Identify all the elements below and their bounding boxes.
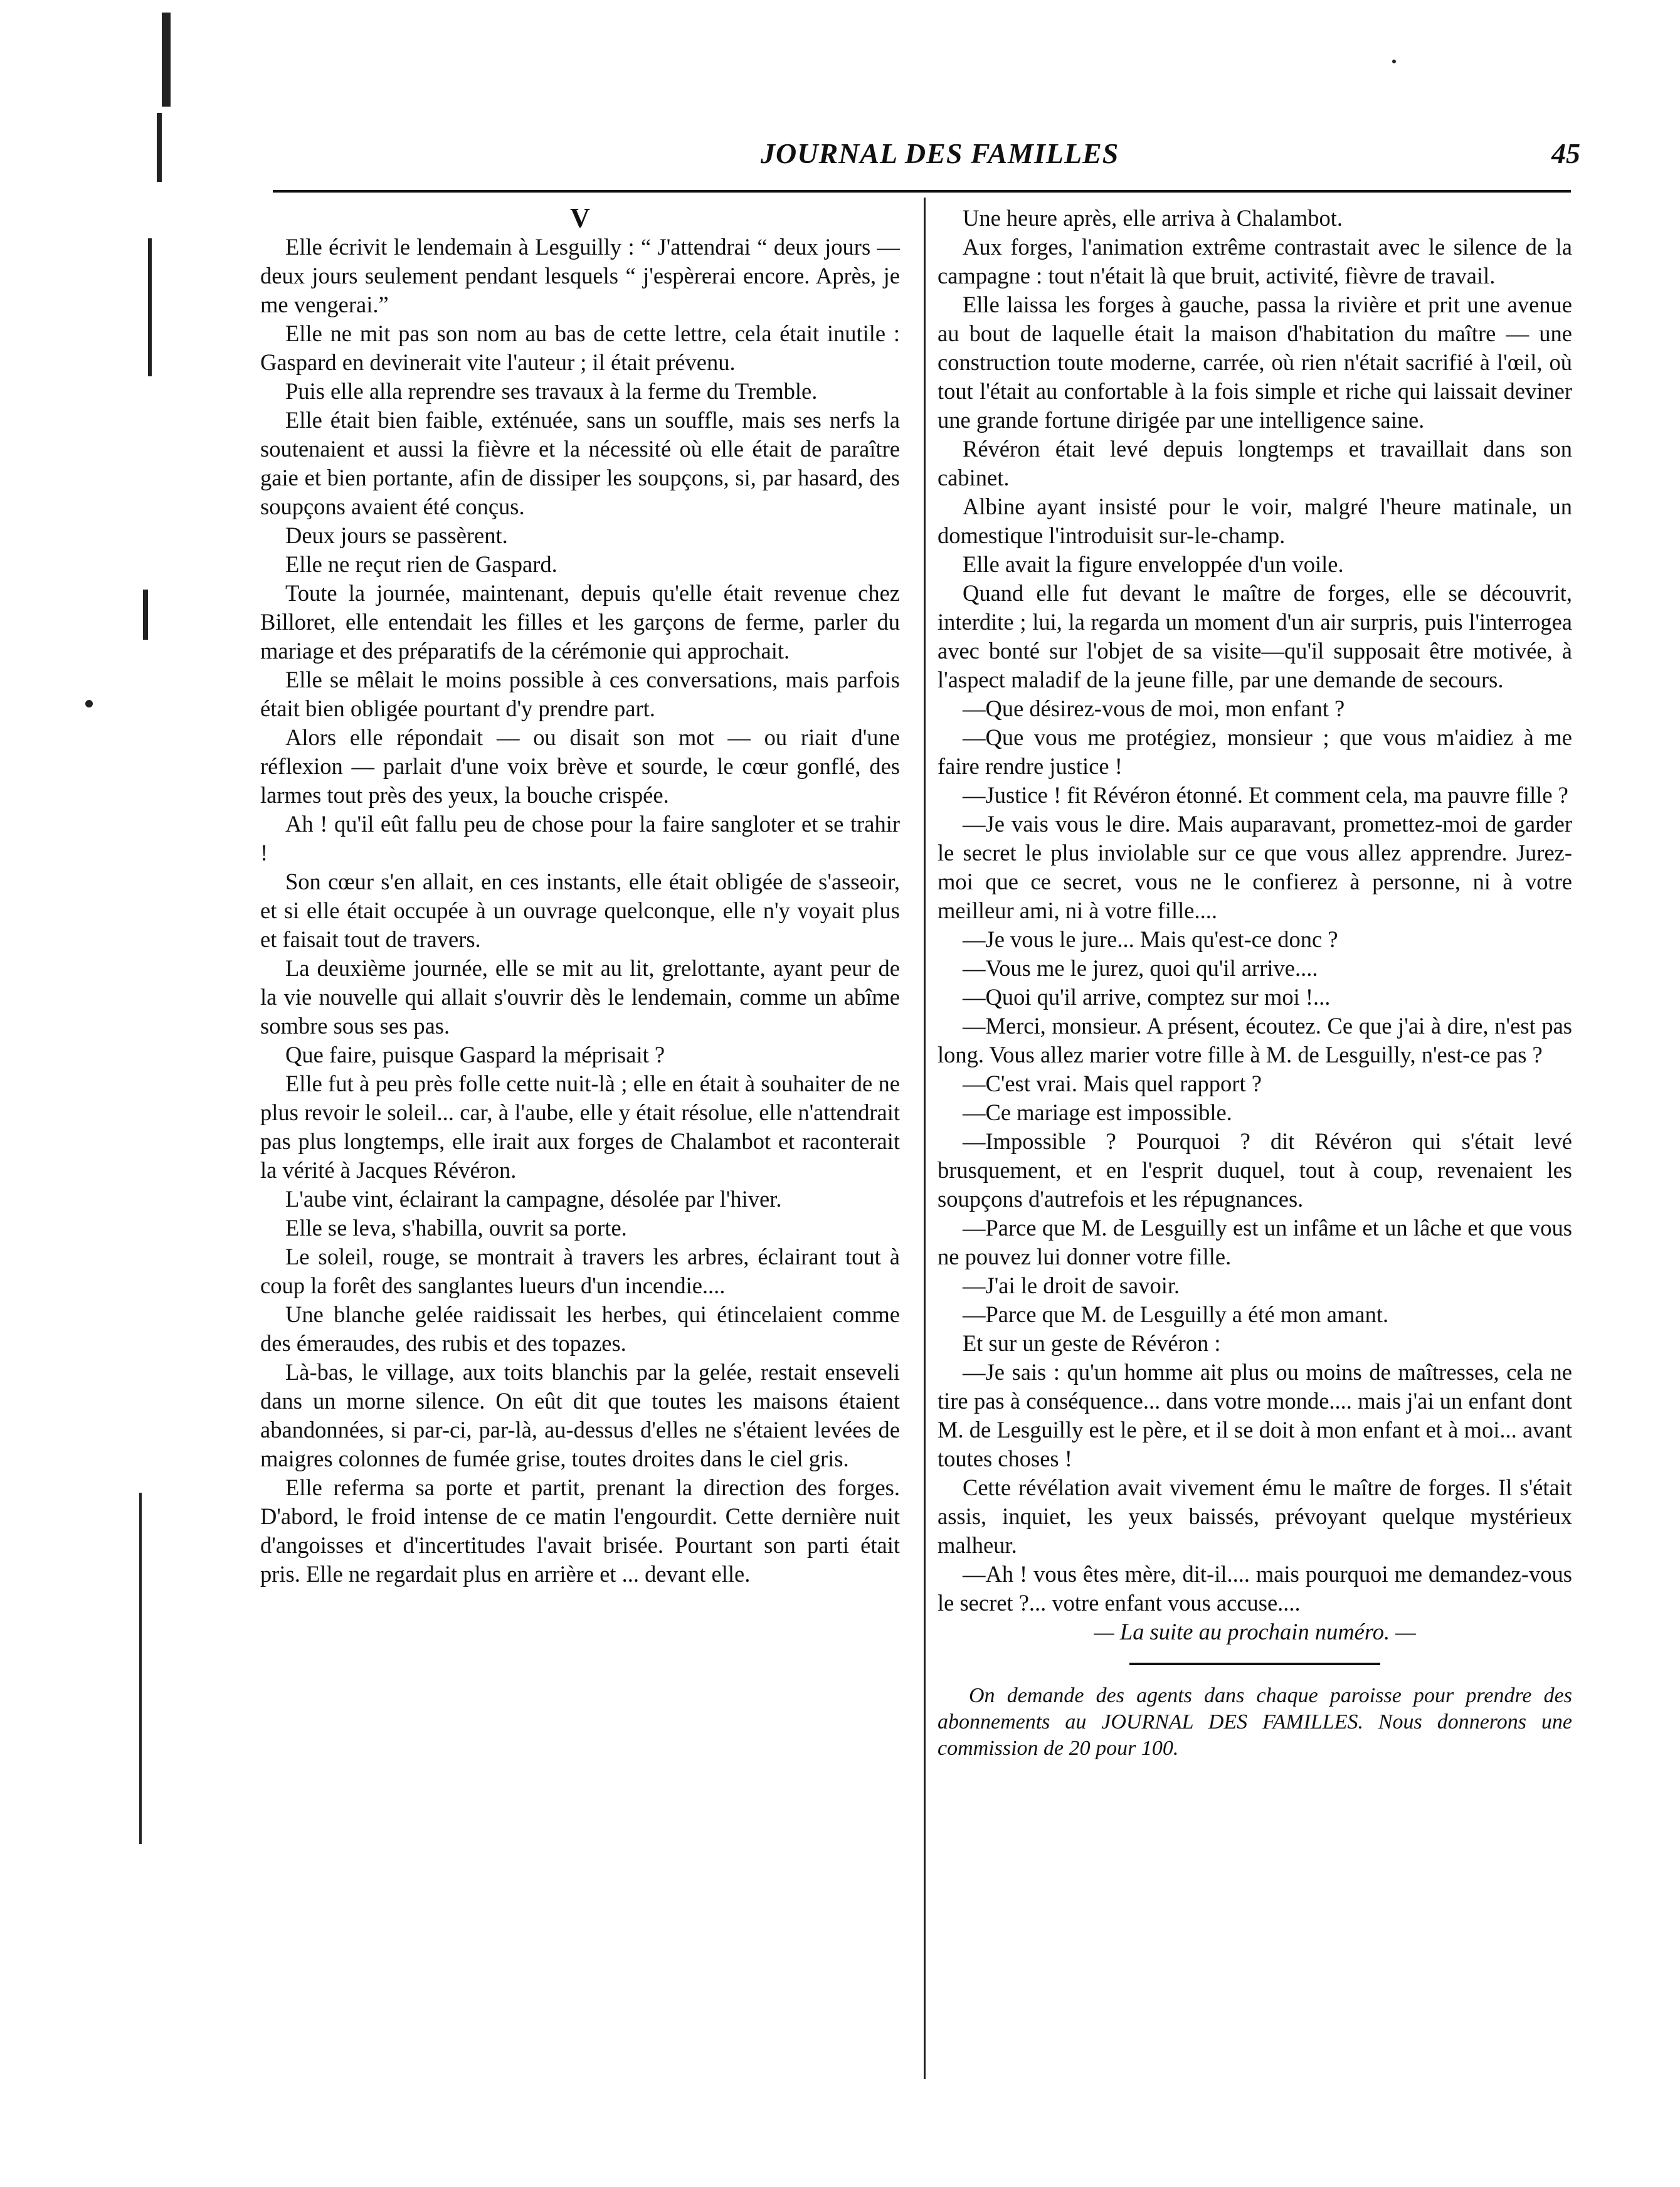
running-header bbox=[263, 137, 1580, 181]
paragraph: Albine ayant insisté pour le voir, malgré l'heure matinale, un domestique l'introduisit sur-le-champ. bbox=[938, 494, 1572, 548]
page-number: 45 bbox=[1551, 137, 1580, 169]
paragraph: Révéron était levé depuis longtemps et travaillait dans son cabinet. bbox=[938, 436, 1572, 490]
paragraph: Elle était bien faible, exténuée, sans un souffle, mais ses nerfs la soutenaient et aussi la fièvre et la nécessité où elle était de paraître gaie et bien portante, afin de dissiper les soupçons, si, par hasard, des soupçons avaient été conçus. bbox=[260, 407, 900, 519]
paragraph: Le soleil, rouge, se montrait à travers les arbres, éclairant tout à coup la forêt des sanglantes lueurs d'un incendie.... bbox=[260, 1244, 900, 1298]
paragraph: —Parce que M. de Lesguilly a été mon amant. bbox=[963, 1301, 1389, 1327]
paragraph: —Ah ! vous êtes mère, dit-il.... mais pourquoi me demandez-vous le secret ?... votre enfant vous accuse.... bbox=[938, 1561, 1572, 1616]
paragraph: Alors elle répondait — ou disait son mot — ou riait d'une réflexion — parlait d'une voix brève et sourde, le cœur gonflé, des larmes tout près des yeux, la bouche crispée. bbox=[260, 724, 900, 808]
paragraph: Aux forges, l'animation extrême contrastait avec le silence de la campagne : tout n'était là que bruit, activité, fièvre de travail. bbox=[938, 234, 1572, 289]
paragraph: —Je sais : qu'un homme ait plus ou moins de maîtresses, cela ne tire pas à conséquence... dans votre monde.... mais j'ai un enfant dont M. de Lesguilly est le père, et il se doit à mon enfant et à moi... avant toutes choses ! bbox=[938, 1359, 1572, 1471]
paragraph: Ah ! qu'il eût fallu peu de chose pour la faire sangloter et se trahir ! bbox=[260, 811, 900, 866]
to-be-continued: — La suite au prochain numéro. — bbox=[1094, 1619, 1416, 1644]
paragraph: —Impossible ? Pourquoi ? dit Révéron qui s'était levé brusquement, et en l'esprit duquel, tout à coup, revenaient les soupçons d'autrefois et les répugnances. bbox=[938, 1128, 1572, 1212]
paragraph: —Quoi qu'il arrive, comptez sur moi !... bbox=[963, 984, 1331, 1010]
left-column bbox=[260, 204, 900, 1589]
paragraph: Quand elle fut devant le maître de forges, elle se découvrit, interdite ; lui, la regarda un moment d'un air surpris, puis l'interrogea avec bonté sur l'objet de sa visite—qu'il supposait être motivée, à l'aspect maladif de la jeune fille, par une demande de secours. bbox=[938, 580, 1572, 692]
paragraph: Elle laissa les forges à gauche, passa la rivière et prit une avenue au bout de laquelle était la maison d'habitation du maître — une construction toute moderne, carrée, où rien n'était sacrifié à l'œil, où tout l'était au confortable à la fois simple et riche qui laissait deviner une grande fortune dirigée par une intelligence saine. bbox=[938, 292, 1572, 433]
journal-title: JOURNAL DES FAMILLES bbox=[761, 137, 1119, 169]
notice-rule bbox=[1129, 1663, 1380, 1665]
paragraph: Elle referma sa porte et partit, prenant la direction des forges. D'abord, le froid intense de ce matin l'engourdit. Cette dernière nuit d'angoisses et d'incertitudes l'avait brisée. Pourtant son parti était pris. Elle ne regardait plus en arrière et ... devant elle. bbox=[260, 1475, 900, 1587]
margin-scan-mark bbox=[148, 238, 152, 376]
header-rule bbox=[273, 190, 1571, 193]
right-column bbox=[938, 204, 1572, 1762]
paragraph: Elle fut à peu près folle cette nuit-là ; elle en était à souhaiter de ne plus revoir le soleil... car, à l'aube, elle y était résolue, elle n'attendrait pas plus longtemps, elle irait aux forges de Chalambot et raconterait la vérité à Jacques Révéron. bbox=[260, 1071, 900, 1183]
paragraph: L'aube vint, éclairant la campagne, désolée par l'hiver. bbox=[285, 1186, 782, 1212]
paragraph: Que faire, puisque Gaspard la méprisait ? bbox=[285, 1042, 665, 1067]
paragraph: Et sur un geste de Révéron : bbox=[963, 1330, 1221, 1356]
paragraph: Elle se leva, s'habilla, ouvrit sa porte. bbox=[285, 1215, 627, 1241]
margin-scan-mark bbox=[1392, 60, 1396, 63]
paragraph: —Merci, monsieur. A présent, écoutez. Ce que j'ai à dire, n'est pas long. Vous allez marier votre fille à M. de Lesguilly, n'est-ce pas ? bbox=[938, 1013, 1572, 1067]
margin-scan-mark bbox=[162, 13, 171, 107]
paragraph: Toute la journée, maintenant, depuis qu'elle était revenue chez Billoret, elle entendait les filles et les garçons de ferme, parler du mariage et des préparatifs de la cérémonie qui approchait. bbox=[260, 580, 900, 664]
paragraph: Elle se mêlait le moins possible à ces conversations, mais parfois était bien obligée pourtant d'y prendre part. bbox=[260, 667, 900, 721]
paragraph: —J'ai le droit de savoir. bbox=[963, 1273, 1180, 1298]
paragraph: —Je vous le jure... Mais qu'est-ce donc ? bbox=[963, 926, 1338, 952]
paragraph: —Je vais vous le dire. Mais auparavant, promettez-moi de garder le secret le plus inviolable sur ce que vous allez apprendre. Jurez-moi que ce secret, vous ne le confierez à personne, ni à votre meilleur ami, ni à votre fille.... bbox=[938, 811, 1572, 923]
paragraph: —Ce mariage est impossible. bbox=[963, 1099, 1232, 1125]
paragraph: Elle ne mit pas son nom au bas de cette lettre, cela était inutile : Gaspard en devinerait vite l'auteur ; il était prévenu. bbox=[260, 320, 900, 375]
margin-scan-mark bbox=[157, 113, 162, 182]
subscription-notice: On demande des agents dans chaque paroisse pour prendre des abonnements au JOURNAL DES FAMILLES. Nous donnerons une commission de 20 pour 100. bbox=[938, 1684, 1572, 1760]
column-divider bbox=[924, 198, 926, 2079]
paragraph: La deuxième journée, elle se mit au lit, grelottante, ayant peur de la vie nouvelle qui allait s'ouvrir dès le lendemain, comme un abîme sombre sous ses pas. bbox=[260, 955, 900, 1039]
paragraph: Elle écrivit le lendemain à Lesguilly : “ J'attendrai “ deux jours — deux jours seulement pendant lesquels “ j'espèrerai encore. Après, je me vengerai.” bbox=[260, 234, 900, 317]
paragraph: —Justice ! fit Révéron étonné. Et comment cela, ma pauvre fille ? bbox=[963, 782, 1568, 808]
margin-scan-mark bbox=[143, 590, 148, 640]
paragraph: Deux jours se passèrent. bbox=[285, 522, 508, 548]
paragraph: Une heure après, elle arriva à Chalambot. bbox=[963, 205, 1343, 231]
margin-scan-mark bbox=[85, 700, 93, 707]
paragraph: —C'est vrai. Mais quel rapport ? bbox=[963, 1071, 1262, 1096]
chapter-number: V bbox=[570, 203, 590, 233]
paragraph: Puis elle alla reprendre ses travaux à la ferme du Tremble. bbox=[285, 378, 818, 404]
paragraph: Cette révélation avait vivement ému le maître de forges. Il s'était assis, inquiet, les yeux baissés, prévoyant quelque mystérieux malheur. bbox=[938, 1475, 1572, 1558]
paragraph: —Que désirez-vous de moi, mon enfant ? bbox=[963, 696, 1345, 721]
paragraph: —Vous me le jurez, quoi qu'il arrive.... bbox=[963, 955, 1318, 981]
paragraph: Elle avait la figure enveloppée d'un voile. bbox=[963, 551, 1344, 577]
paragraph: —Parce que M. de Lesguilly est un infâme et un lâche et que vous ne pouvez lui donner votre fille. bbox=[938, 1215, 1572, 1269]
paragraph: Une blanche gelée raidissait les herbes, qui étincelaient comme des émeraudes, des rubis et des topazes. bbox=[260, 1301, 900, 1356]
paragraph: Là-bas, le village, aux toits blanchis par la gelée, restait enseveli dans un morne silence. On eût dit que toutes les maisons étaient abandonnées, si par-ci, par-là, au-dessus d'elles ne s'étaient levées de maigres colonnes de fumée grise, toutes droites dans le ciel gris. bbox=[260, 1359, 900, 1471]
paragraph: Elle ne reçut rien de Gaspard. bbox=[285, 551, 557, 577]
paragraph: Son cœur s'en allait, en ces instants, elle était obligée de s'asseoir, et si elle était occupée à un ouvrage quelconque, elle n'y voyait plus et faisait tout de travers. bbox=[260, 869, 900, 952]
paragraph: —Que vous me protégiez, monsieur ; que vous m'aidiez à me faire rendre justice ! bbox=[938, 724, 1572, 779]
margin-scan-mark bbox=[139, 1493, 142, 1844]
